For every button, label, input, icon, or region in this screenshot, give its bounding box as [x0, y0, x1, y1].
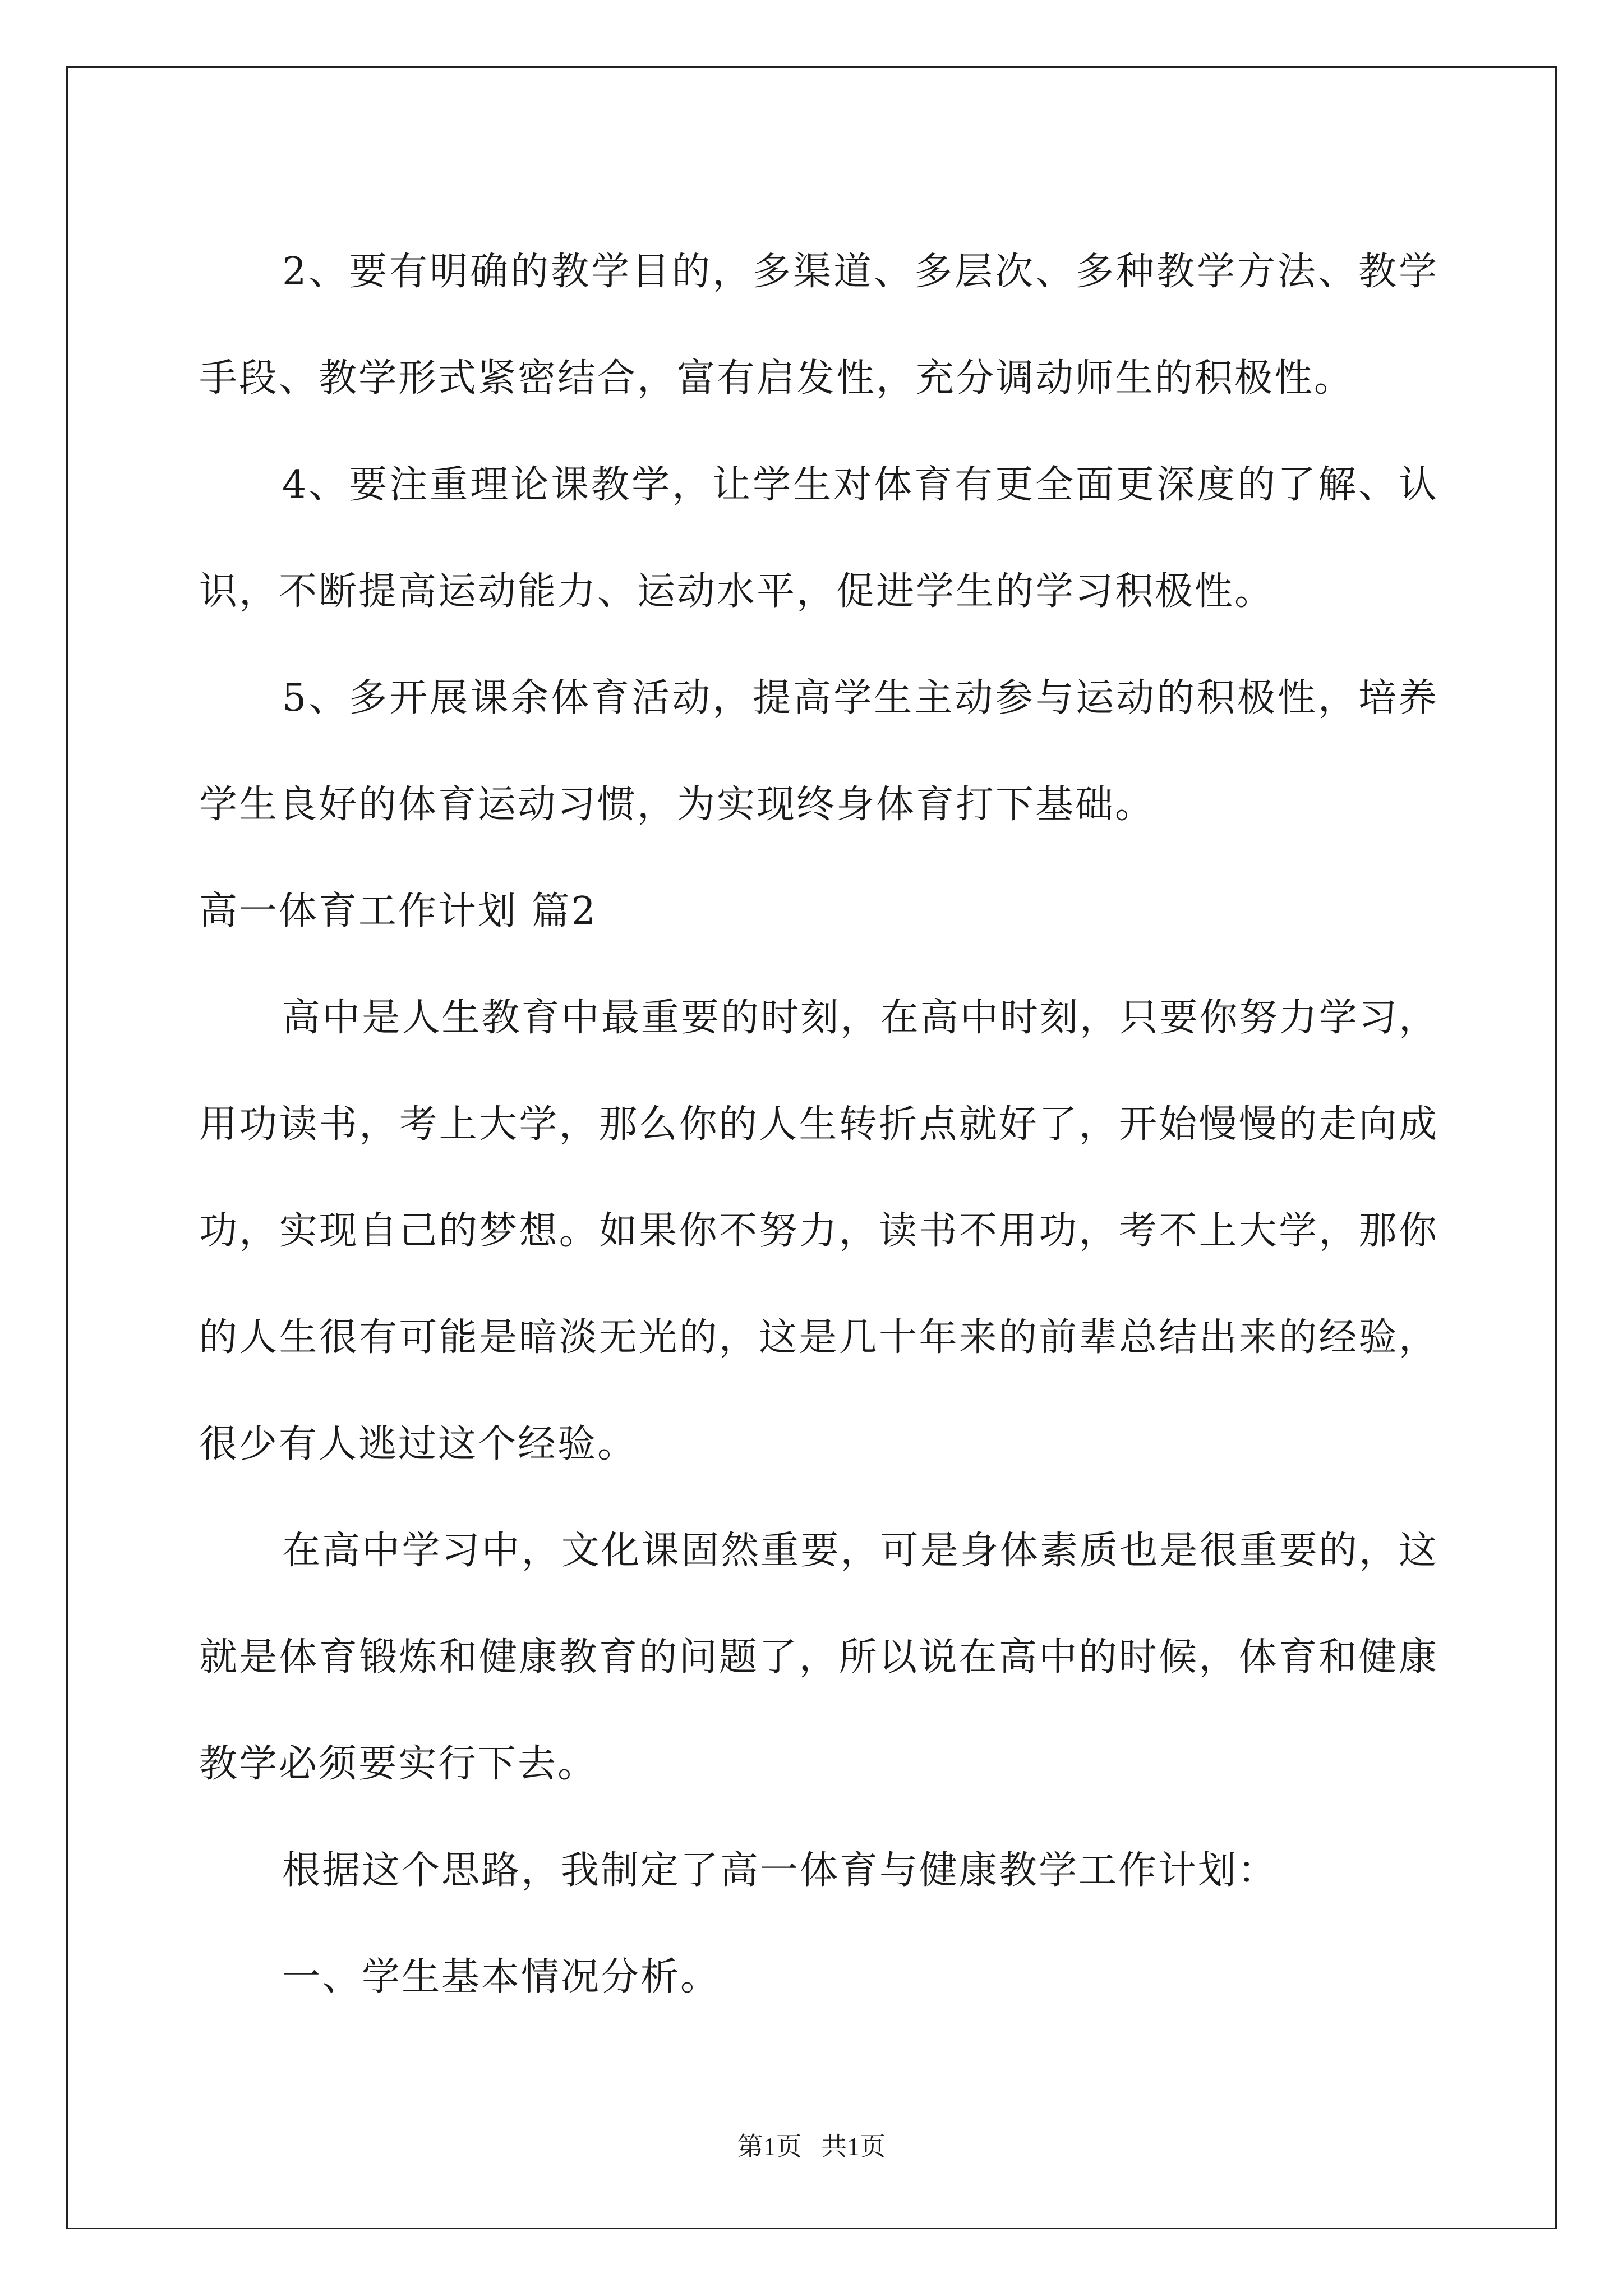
- paragraph-item-4: 4、要注重理论课教学，让学生对体育有更全面更深度的了解、认识，不断提高运动能力、运动水平，促进学生的学习积极性。: [199, 463, 1438, 614]
- paragraph-intro: 高中是人生教育中最重要的时刻，在高中时刻，只要你努力学习，用功读书，考上大学，那么你的人生转折点就好了，开始慢慢的走向成功，实现自己的梦想。如果你不努力，读书不用功，考不上大学，那你的人生很有可能是暗淡无光的，这是几十年来的前辈总结出来的经验，很少有人逃过这个经验。: [199, 996, 1438, 1466]
- paragraph-item-2: 2、要有明确的教学目的，多渠道、多层次、多种教学方法、教学手段、教学形式紧密结合，富有启发性，充分调动师生的积极性。: [199, 250, 1438, 401]
- paragraph-section-one: 一、学生基本情况分析。: [282, 1955, 721, 1999]
- paragraph-item-5: 5、多开展课余体育活动，提高学生主动参与运动的积极性，培养学生良好的体育运动习惯，为实现终身体育打下基础。: [199, 676, 1438, 827]
- page-number: 第1页: [737, 2132, 802, 2161]
- document-body: [199, 219, 1438, 2031]
- page-footer: [0, 2126, 1623, 2163]
- paragraph-plan-lead: 根据这个思路，我制定了高一体育与健康教学工作计划：: [282, 1848, 1278, 1893]
- section-heading: 高一体育工作计划 篇2: [199, 889, 597, 933]
- total-pages: 共1页: [821, 2132, 886, 2161]
- footer-spacer: [802, 2132, 822, 2161]
- paragraph-health: 在高中学习中，文化课固然重要，可是身体素质也是很重要的，这就是体育锻炼和健康教育的问题了，所以说在高中的时候，体育和健康教学必须要实行下去。: [199, 1529, 1438, 1786]
